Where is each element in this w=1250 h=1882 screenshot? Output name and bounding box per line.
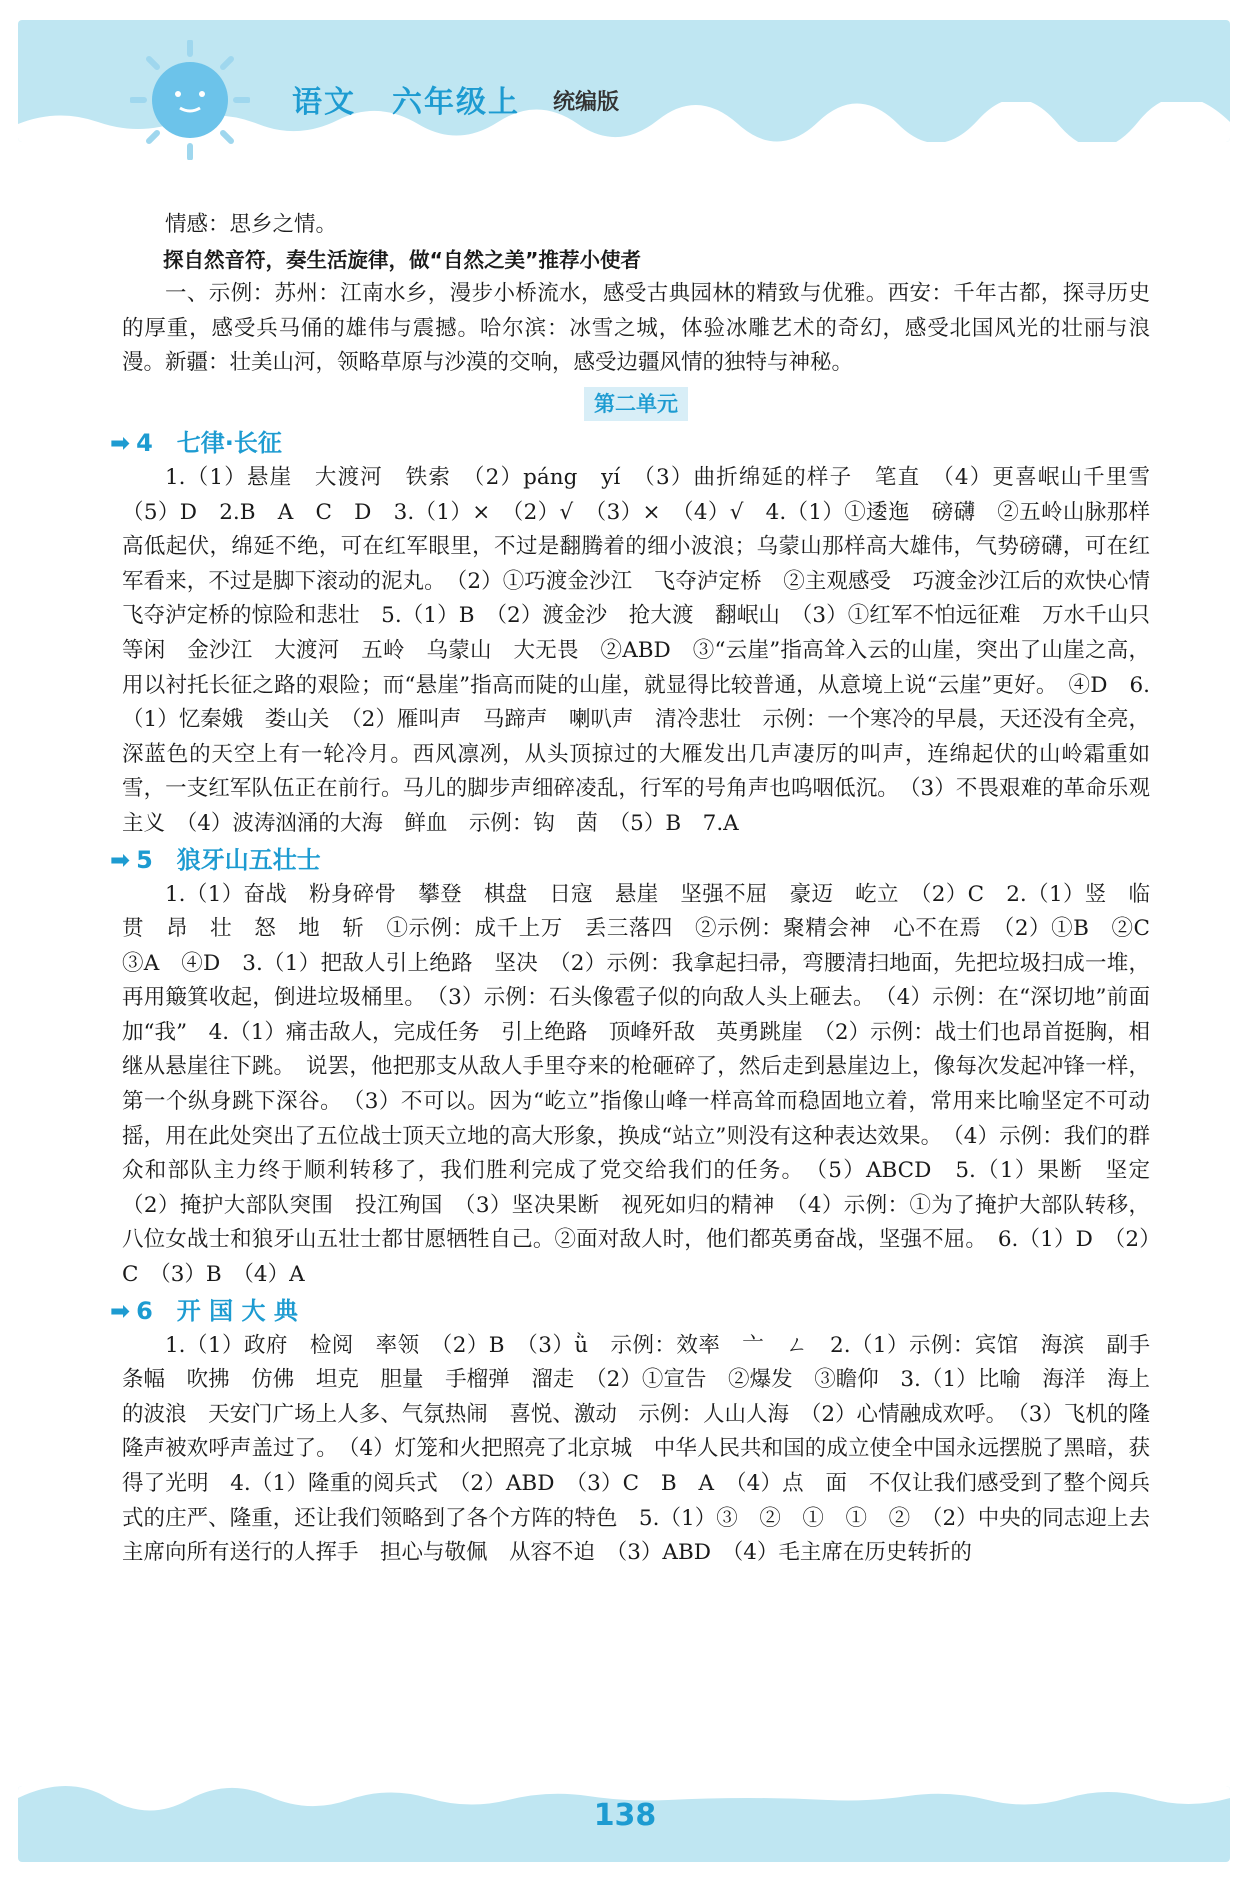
lesson-title — [110, 425, 1150, 461]
arrow-right-icon: ➡ — [110, 845, 131, 874]
lesson-title-text: 5 狼牙山五壮士 — [136, 845, 321, 874]
lesson-title-text: 4 七律·长征 — [136, 428, 282, 457]
page-number: 138 — [593, 1798, 657, 1833]
lesson-answers: 1.（1）奋战 粉身碎骨 攀登 棋盘 日寇 悬崖 坚强不屈 豪迈 屹立 （2）C 2.（1）竖 临 贯 昂 壮 怒 地 斩 ①示例：成千上万 丢三落四 ②示例：聚精会神 心不在焉 （2）①B ②C ③A ④D 3.（1）把敌人引上绝路 坚决 （2）示例：我拿起扫帚，弯腰清扫地面，先把垃圾扫成一堆，再用簸箕收起，倒进垃圾桶里。 （3）示例：石头像雹子似的向敌人头上砸去。 （4）示例：在“深切地”前面加“我” 4.（1）痛击敌人，完成任务 引上绝路 顶峰歼敌 英勇跳崖 （2）示例：战士们也昂首挺胸，相继从悬崖往下跳。 说罢，他把那支从敌人手里夺来的枪砸碎了，然后走到悬崖边上，像每次发起冲锋一样，第一个纵身跳下深谷。 （3）不可以。因为“屹立”指像山峰一样高耸而稳固地立着，常用来比喻坚定不可动摇，用在此处突出了五位战士顶天立地的高大形象，换成“站立”则没有这种表达效果。 （4）示例：我们的群众和部队主力终于顺利转移了，我们胜利完成了党交给我们的任务。 （5）ABCD 5.（1）果断 坚定 （2）掩护大部队突围 投江殉国 （3）坚决果断 视死如归的精神 （4）示例：①为了掩护大部队转移，八位女战士和狼牙山五壮士都甘愿牺牲自己。②面对敌人时，他们都英勇奋战，坚强不屈。 6.（1）D （2）C （3）B （4）A — [122, 881, 1172, 1288]
lesson-answers: 1.（1）悬崖 大渡河 铁索 （2）páng yí （3）曲折绵延的样子 笔直 （4）更喜岷山千里雪 （5）D 2.B A C D 3.（1）× （2）√ （3）× （4）√ 4.（1）①逶迤 磅礴 ②五岭山脉那样高低起伏，绵延不绝，可在红军眼里，不过是翻腾着的细小波浪；乌蒙山那样高大雄伟，气势磅礴，可在红军看来，不过是脚下滚动的泥丸。 （2）①巧渡金沙江 飞夺泸定桥 ②主观感受 巧渡金沙江后的欢快心情 飞夺泸定桥的惊险和悲壮 5.（1）B （2）渡金沙 抢大渡 翻岷山 （3）①红军不怕远征难 万水千山只等闲 金沙江 大渡河 五岭 乌蒙山 大无畏 ②ABD ③“云崖”指高耸入云的山崖，突出了山崖之高，用以衬托长征之路的艰险；而“悬崖”指高而陡的山崖，就显得比较普通，从意境上说“云崖”更好。 ④D 6.（1）忆秦娥 娄山关 （2）雁叫声 马蹄声 喇叭声 清冷悲壮 示例：一个寒冷的早晨，天还没有全亮，深蓝色的天空上有一轮冷月。西风凛冽，从头顶掠过的大雁发出几声凄厉的叫声，连绵起伏的山岭霜重如雪，一支红军队伍正在前行。马儿的脚步声细碎凌乱，行军的号角声也呜咽低沉。 （3）不畏艰难的革命乐观主义 （4）波涛汹涌的大海 鲜血 示例：钩 茵 （5）B 7.A — [122, 464, 1172, 836]
activity-title: 探自然音符，奏生活旋律，做“自然之美”推荐小使者 — [163, 247, 641, 272]
unit-title — [122, 387, 1150, 421]
lesson-title — [110, 1293, 1150, 1329]
activity-text: 一、示例：苏州：江南水乡，漫步小桥流水，感受古典园林的精致与优雅。西安：千年古都，探寻历史的厚重，感受兵马俑的雄伟与震撼。哈尔滨：冰雪之城，体验冰雕艺术的奇幻，感受北国风光的壮丽与浪漫。新疆：壮美山河，领略草原与沙漠的交响，感受边疆风情的独特与神秘。 — [122, 281, 1150, 376]
lesson-title — [110, 842, 1150, 878]
header-subject: 语文 — [292, 85, 356, 120]
answer-content — [110, 208, 1172, 1571]
unit-title-label: 第二单元 — [584, 387, 688, 421]
lesson-answers: 1.（1）政府 检阅 率领 （2）B （3）ǜ 示例：效率 亠 ㄥ 2.（1）示例：宾馆 海滨 副手 条幅 吹拂 仿佛 坦克 胆量 手榴弹 溜走 （2）①宣告 ②爆发 ③瞻仰 3.（1）比喻 海洋 海上的波浪 天安门广场上人多、气氛热闹 喜悦、激动 示例：人山人海 （2）心情融成欢呼。 （3）飞机的隆隆声被欢呼声盖过了。 （4）灯笼和火把照亮了北京城 中华人民共和国的成立使全中国永远摆脱了黑暗，获得了光明 4.（1）隆重的阅兵式 （2）ABD （3）C B A （4）点 面 不仅让我们感受到了整个阅兵式的庄严、隆重，还让我们领略到了各个方阵的特色 5.（1）③ ② ① ① ② （2）中央的同志迎上去 主席向所有送行的人挥手 担心与敬佩 从容不迫 （3）ABD （4）毛主席在历史转折的 — [122, 1332, 1172, 1566]
arrow-right-icon: ➡ — [110, 1296, 131, 1325]
lesson-title-text: 6 开 国 大 典 — [136, 1296, 298, 1325]
header-grade: 六年级上 — [392, 85, 520, 120]
arrow-right-icon: ➡ — [110, 428, 131, 457]
emotion-line: 情感：思乡之情。 — [165, 212, 338, 237]
header-edition: 统编版 — [553, 90, 620, 115]
sun-icon — [130, 40, 250, 160]
